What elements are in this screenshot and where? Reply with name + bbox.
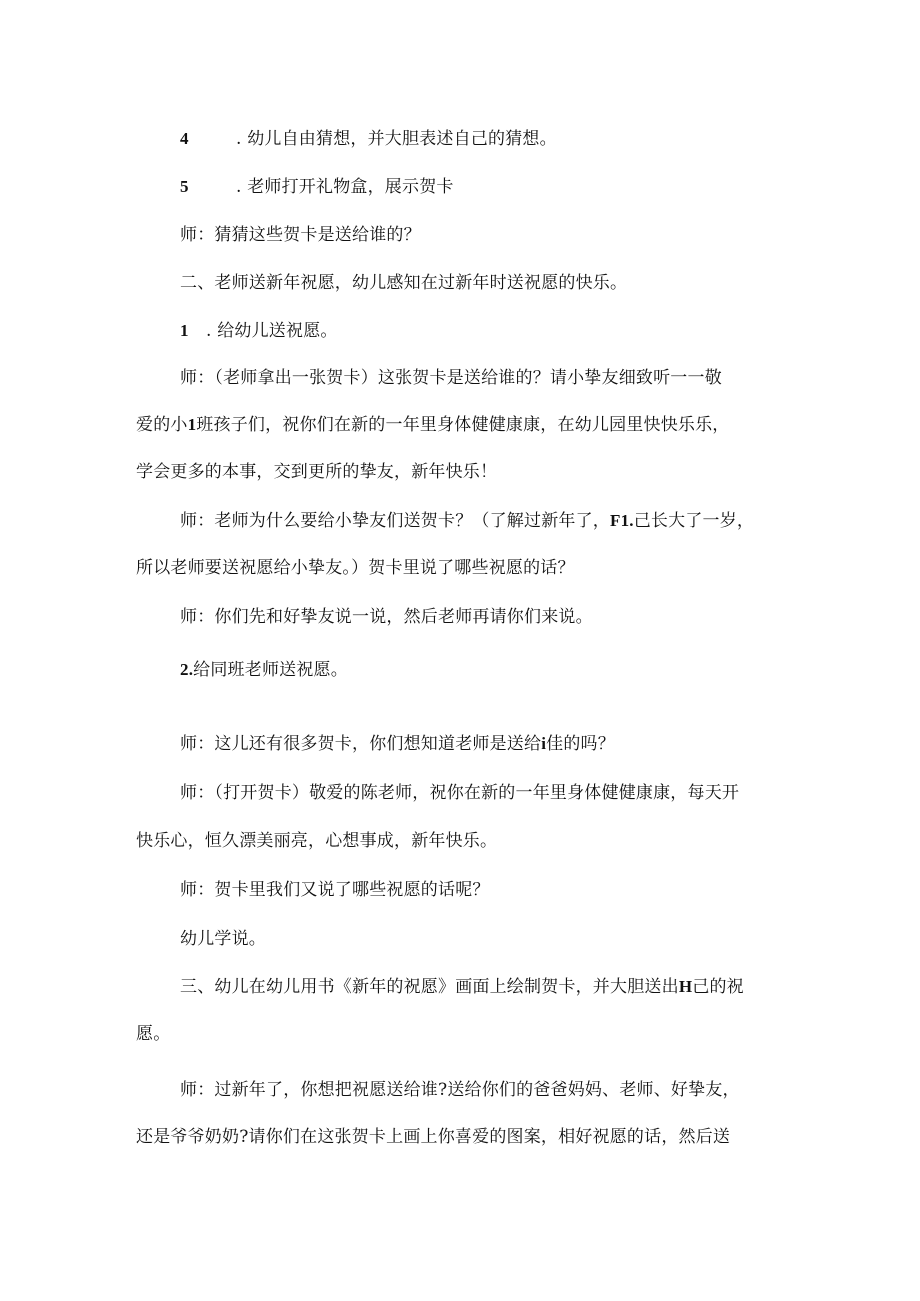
paragraph-text: 师：老师为什么要给小挚友们送贺卡？（了解过新年了， (180, 511, 610, 531)
paragraph-text: 师：过新年了，你想把祝愿送给谁?送给你们的爸爸妈妈、老师、好挚友， (180, 1080, 740, 1100)
paragraph (136, 414, 730, 436)
section-heading (180, 976, 744, 998)
list-item (180, 128, 557, 150)
paragraph-text: . 给幼儿送祝愿。 (206, 321, 338, 341)
paragraph (180, 733, 615, 755)
section-heading (136, 1023, 170, 1045)
paragraph (180, 1079, 740, 1101)
bold-text: 1 (187, 415, 197, 434)
paragraph-text: 师：猜猜这些贺卡是送给谁的？ (180, 225, 421, 245)
paragraph (180, 510, 754, 532)
paragraph-text: 师：这儿还有很多贺卡，你们想知道老师是送给 (180, 734, 542, 754)
item-number: 2. (180, 660, 194, 679)
item-number: 5 (180, 177, 189, 196)
section-heading-text: 己的祝 (692, 977, 744, 997)
paragraph-text: 己长大了一岁， (633, 511, 755, 531)
section-heading-text: 愿。 (136, 1024, 171, 1044)
paragraph-text: 班孩子们，祝你们在新的一年里身体健健康康，在幼儿园里快快乐乐， (196, 415, 730, 435)
item-number: 1 (180, 321, 189, 340)
section-heading-text: 二、老师送新年祝愿，幼儿感知在过新年时送祝愿的快乐。 (180, 273, 628, 293)
paragraph-text: 爱的小 (136, 415, 188, 435)
paragraph-text: 快乐心，恒久漂美丽亮，心想事成，新年快乐。 (136, 831, 498, 851)
paragraph-text: 师：（打开贺卡）敬爱的陈老师，祝你在新的一年里身体健健康康，每天开 (180, 783, 740, 803)
paragraph-text: 所以老师要送祝愿给小挚友。）贺卡里说了哪些祝愿的话？ (136, 558, 575, 578)
paragraph (136, 830, 497, 852)
list-item (180, 320, 338, 342)
paragraph-text: . 幼儿自由猜想，并大胆表述自己的猜想。 (236, 129, 557, 149)
bold-text: F1. (610, 511, 634, 530)
paragraph (136, 557, 575, 579)
paragraph-text: 还是爷爷奶奶?请你们在这张贺卡上画上你喜爱的图案，相好祝愿的话，然后送 (136, 1127, 731, 1147)
item-number: 4 (180, 129, 189, 148)
paragraph-text: 幼儿学说。 (180, 929, 266, 949)
paragraph-text: 佳的吗？ (546, 734, 615, 754)
paragraph-text: 学会更多的本事，交到更所的挚友，新年快乐！ (136, 462, 498, 482)
section-heading (180, 272, 627, 294)
paragraph (136, 1126, 730, 1148)
paragraph-text: . 老师打开礼物盒，展示贺卡 (236, 177, 454, 197)
paragraph (180, 879, 490, 901)
paragraph (180, 928, 266, 950)
paragraph-text: 师：贺卡里我们又说了哪些祝愿的话呢？ (180, 880, 490, 900)
bold-text: i (541, 734, 547, 753)
paragraph (180, 224, 421, 246)
paragraph (136, 461, 497, 483)
paragraph (180, 782, 739, 804)
paragraph (180, 367, 722, 389)
list-item (180, 659, 348, 681)
section-heading-text: 三、幼儿在幼儿用书《新年的祝愿》画面上绘制贺卡，并大胆送出 (180, 977, 679, 997)
paragraph (180, 606, 593, 628)
paragraph-text: 师：（老师拿出一张贺卡）这张贺卡是送给谁的？请小挚友细致听一一敬 (180, 368, 722, 388)
paragraph-text: 给同班老师送祝愿。 (193, 660, 348, 680)
bold-text: H (678, 977, 693, 996)
paragraph-text: 师：你们先和好挚友说一说，然后老师再请你们来说。 (180, 607, 593, 627)
list-item (180, 176, 454, 198)
